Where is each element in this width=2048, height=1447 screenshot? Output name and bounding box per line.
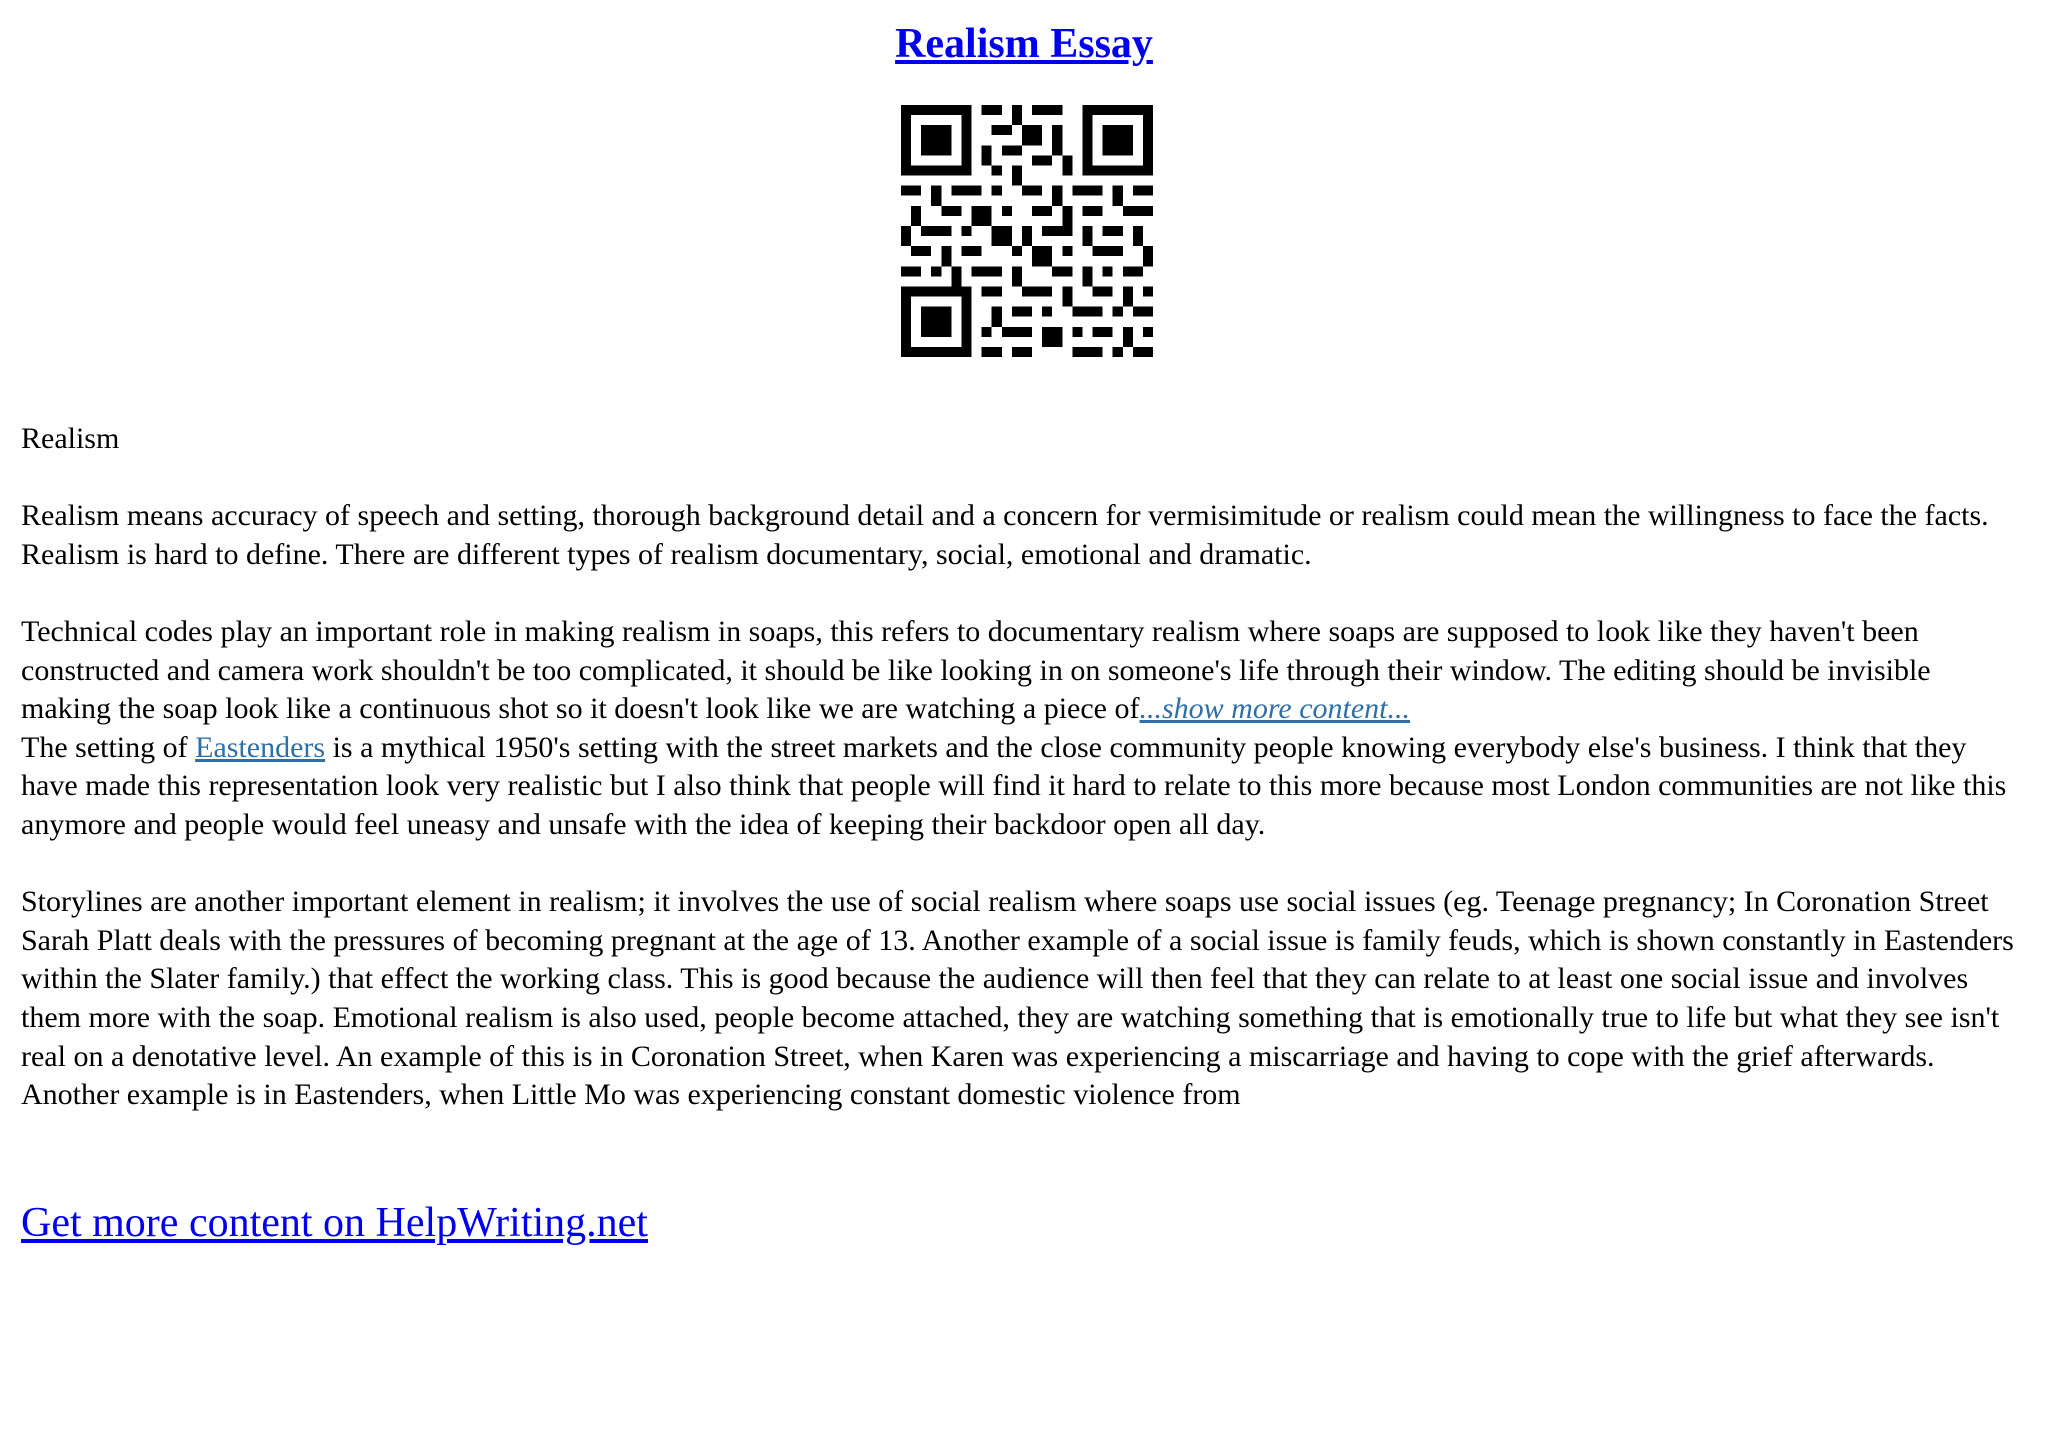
- show-more-link[interactable]: ...show more content...: [1139, 692, 1411, 726]
- paragraph-1: Realism means accuracy of speech and setting, thorough background detail and a concern for vermisimitude or realism could mean the willingness to face the facts. Realism is hard to define. There are different types of realism documentary, social, emotional and dramatic.: [21, 499, 1989, 571]
- eastenders-link[interactable]: Eastenders: [195, 730, 326, 764]
- paragraph-2: [21, 613, 2021, 845]
- paragraph-2-start: Technical codes play an important role in making realism in soaps, this refers to documentary realism where soaps are supposed to look like they haven't been constructed and camera work shouldn't be too complicated, it should be like looking in on someone's life through their window. The editing should be invisible making the soap look like a continuous shot so it doesn't look like we are watching a piece of: [21, 614, 1931, 726]
- qr-code: [901, 105, 1153, 357]
- footer-link[interactable]: Get more content on HelpWriting.net: [21, 1200, 648, 1246]
- paragraph-2-rest: is a mythical 1950's setting with the street markets and the close community people knowing everybody else's business. I think that they have made this representation look very realistic but I also think that people will find it hard to relate to this more because most London communities are not like this anymore and people would feel uneasy and unsafe with the idea of keeping their backdoor open all day.: [21, 730, 2007, 841]
- essay-body: [21, 420, 2021, 1153]
- paragraph-3: Storylines are another important element in realism; it involves the use of social realism where soaps use social issues (eg. Teenage pregnancy; In Coronation Street Sarah Platt deals with the pressures of becoming pregnant at the age of 13. Another example of a social issue is family feuds, which is shown constantly in Eastenders within the Slater family.) that effect the working class. This is good because the audience will then feel that they can relate to at least one social issue and involves them more with the soap. Emotional realism is also used, people become attached, they are watching something that is emotionally true to life but what they see isn't real on a denotative level. An example of this is in Coronation Street, when Karen was experiencing a miscarriage and having to cope with the grief afterwards. Another example is in Eastenders, when Little Mo was experiencing constant domestic violence from: [21, 885, 2014, 1112]
- essay-heading: Realism: [21, 422, 120, 455]
- paragraph-2-setting-prefix: The setting of: [21, 730, 196, 764]
- title-link[interactable]: Realism Essay: [895, 21, 1153, 67]
- page-title: [0, 18, 2048, 70]
